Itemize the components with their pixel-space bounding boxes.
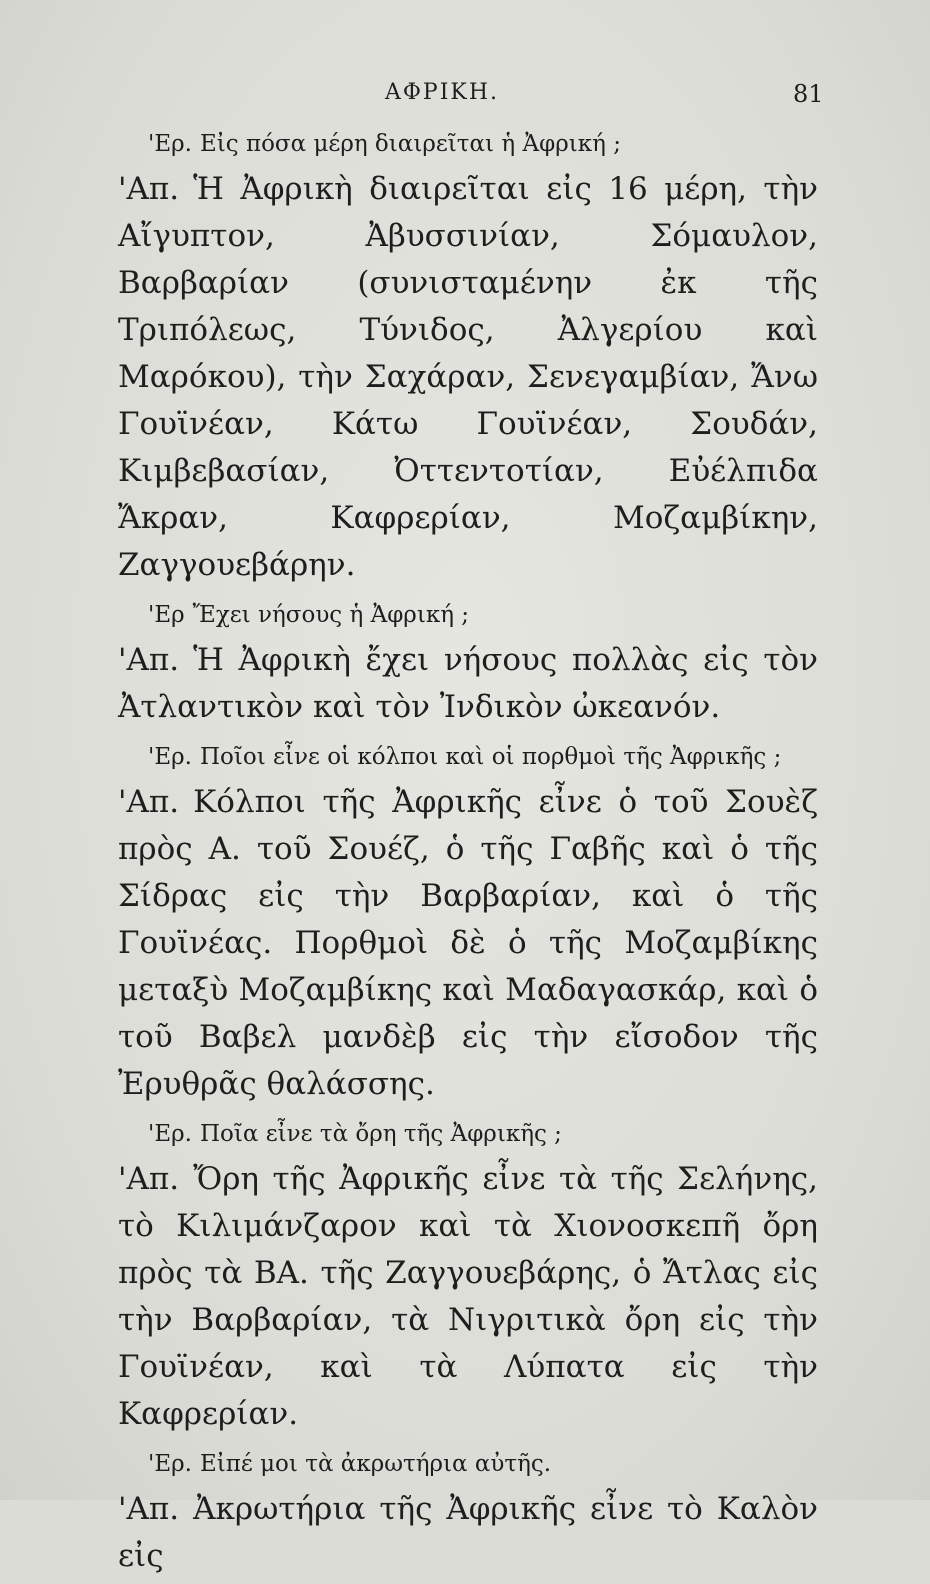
question-text: Εἰπέ μοι τὰ ἀκρωτήρια αὐτῆς. [199, 1451, 552, 1477]
question-1 [118, 126, 818, 162]
question-label: 'Ερ. [148, 744, 192, 770]
answer-text: Κόλποι τῆς Ἀφρικῆς εἶνε ὁ τοῦ Σουὲζ πρὸς Α. τοῦ Σουέζ, ὁ τῆς Γαβῆς καὶ ὁ τῆς Σίδρας εἰς τὴν Βαρβαρίαν, καὶ ὁ τῆς Γουϊνέας. Πορθμοὶ δὲ ὁ τῆς Μοζαμβίκης μεταξὺ Μοζαμβίκης καὶ Μαδαγασκάρ, καὶ ὁ τοῦ Βαβελ μανδὲβ εἰς τὴν εἴσοδον τῆς Ἐρυθρᾶς θαλάσσης. [118, 784, 818, 1102]
answer-label: 'Απ. [118, 784, 180, 820]
question-label: 'Ερ. [148, 131, 192, 157]
question-text: Ἔχει νήσους ἡ Ἀφρική ; [192, 602, 470, 628]
running-title: ΑΦΡΙΚΗ. [385, 80, 500, 105]
body-text [118, 118, 818, 1584]
answer-label: 'Απ. [118, 1161, 180, 1197]
answer-label: 'Απ. [118, 1491, 180, 1527]
question-4 [118, 1116, 818, 1152]
answer-2 [118, 637, 818, 731]
question-2 [118, 597, 818, 633]
answer-label: 'Απ. [118, 642, 180, 678]
answer-4 [118, 1156, 818, 1438]
answer-5 [118, 1486, 818, 1580]
answer-text: Ἡ Ἀφρικὴ διαιρεῖται εἰς 16 μέρη, τὴν Αἴγυπτον, Ἀβυσσινίαν, Σόμαυλον, Βαρβαρίαν (συνισταμένην ἐκ τῆς Τριπόλεως, Τύνιδος, Ἀλγερίου καὶ Μαρόκου), τὴν Σαχάραν, Σενεγαμβίαν, Ἄνω Γουϊνέαν, Κάτω Γουϊνέαν, Σουδάν, Κιμβεβασίαν, Ὀττεντοτίαν, Εὐέλπιδα Ἄκραν, Καφρερίαν, Μοζαμβίκην, Ζαγγουεβάρην. [118, 171, 818, 583]
question-5 [118, 1446, 818, 1482]
question-text: Ποῖα εἶνε τὰ ὄρη τῆς Ἀφρικῆς ; [199, 1121, 562, 1147]
question-text: Εἰς πόσα μέρη διαιρεῖται ἡ Ἀφρική ; [199, 131, 621, 157]
answer-text: Ἀκρωτήρια τῆς Ἀφρικῆς εἶνε τὸ Καλὸν εἰς [118, 1491, 818, 1574]
page-header [0, 80, 930, 120]
answer-text: Ὄρη τῆς Ἀφρικῆς εἶνε τὰ τῆς Σελήνης, τὸ Κιλιμάνζαρον καὶ τὰ Χιονοσκεπῆ ὄρη πρὸς τὰ ΒΑ. τῆς Ζαγγουεβάρης, ὁ Ἄτλας εἰς τὴν Βαρβαρίαν, τὰ Νιγριτικὰ ὄρη εἰς τὴν Γουϊνέαν, καὶ τὰ Λύπατα εἰς τὴν Καφρερίαν. [118, 1161, 818, 1432]
answer-text: Ἡ Ἀφρικὴ ἔχει νήσους πολλὰς εἰς τὸν Ἀτλαντικὸν καὶ τὸν Ἰνδικὸν ὠκεανόν. [118, 642, 818, 725]
page-number: 81 [793, 80, 824, 108]
answer-label: 'Απ. [118, 171, 180, 207]
question-label: 'Ερ. [148, 1121, 192, 1147]
answer-1 [118, 166, 818, 589]
question-label: 'Ερ. [148, 1451, 192, 1477]
question-text: Ποῖοι εἶνε οἱ κόλποι καὶ οἱ πορθμοὶ τῆς Ἀφρικῆς ; [199, 744, 782, 770]
question-3 [118, 739, 818, 775]
question-label: 'Ερ [148, 602, 185, 628]
answer-3 [118, 779, 818, 1108]
